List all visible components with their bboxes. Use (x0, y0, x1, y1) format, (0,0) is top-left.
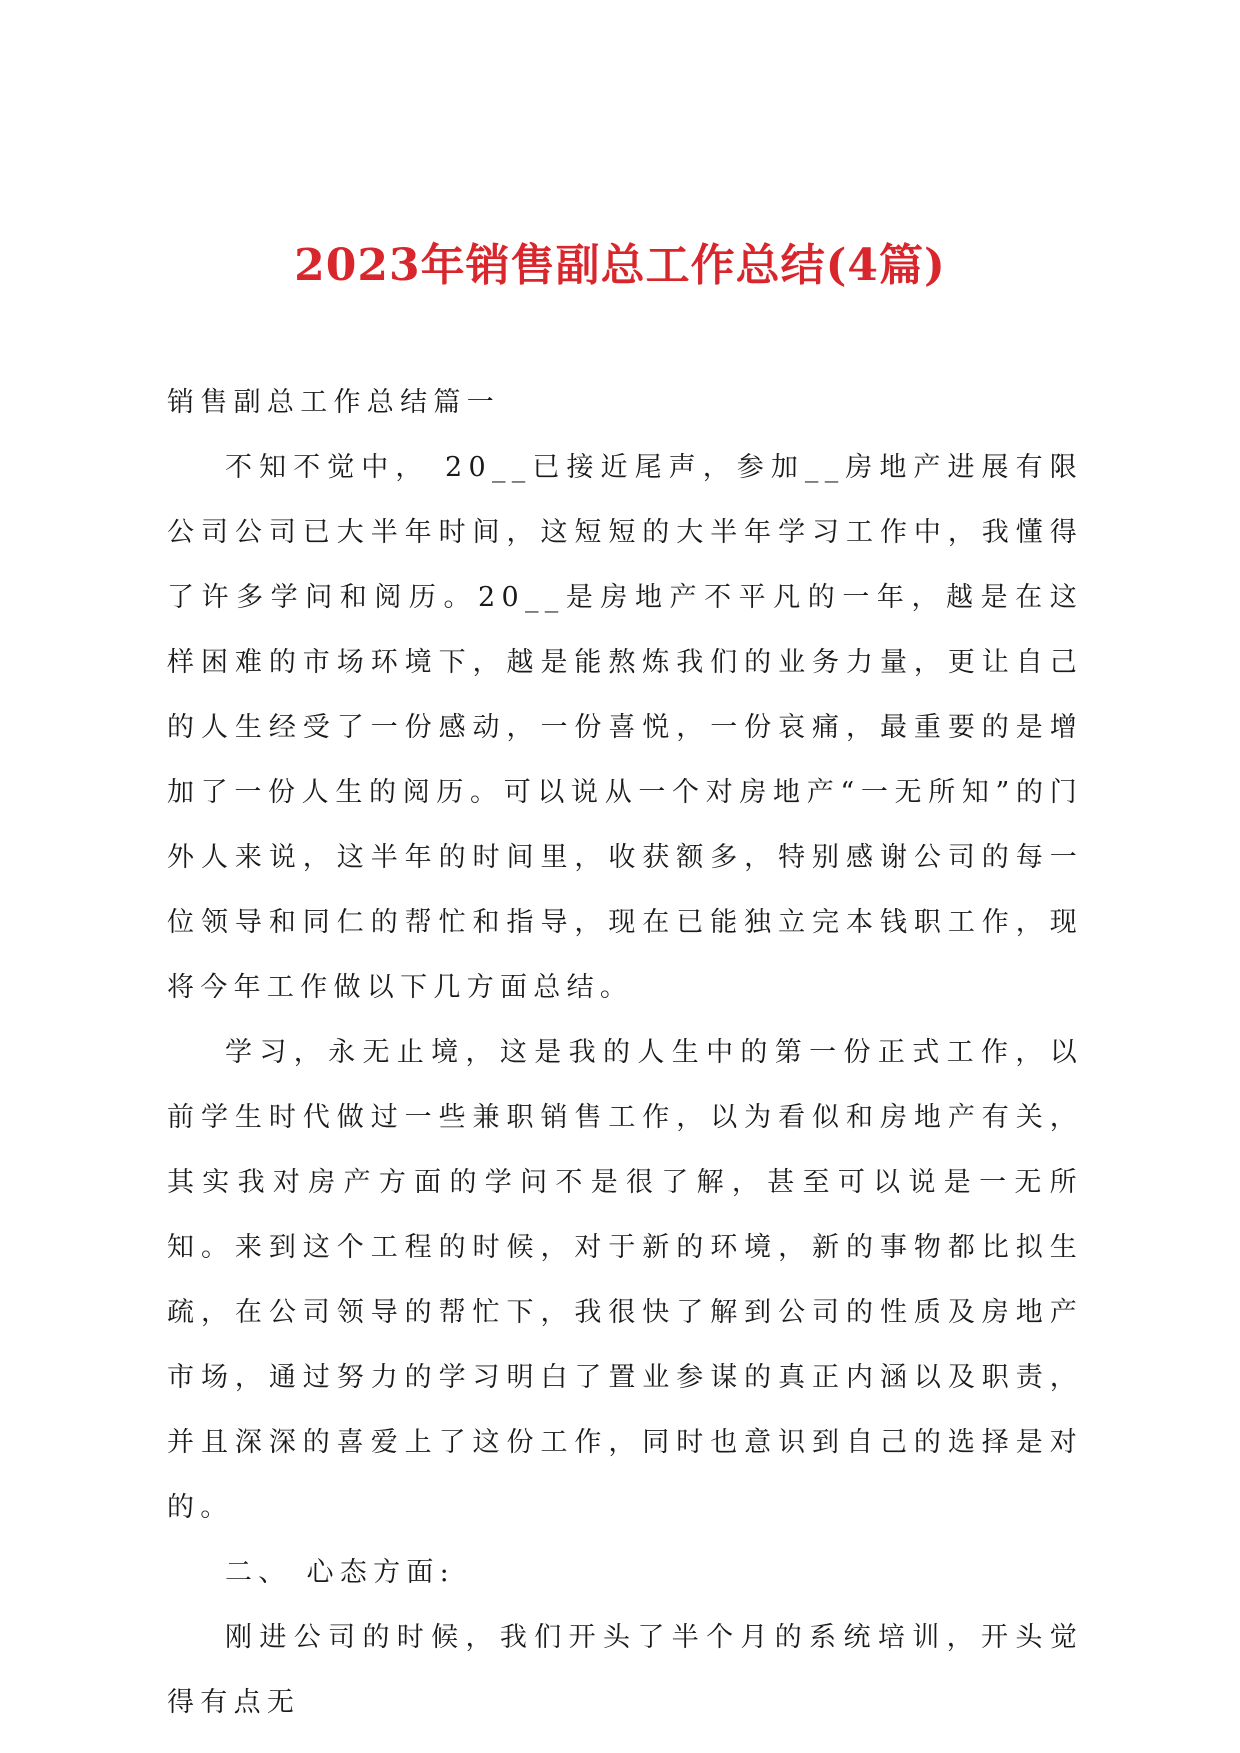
document-title: 2023年销售副总工作总结(4篇) (294, 240, 946, 291)
paragraph: 刚进公司的时候，我们开头了半个月的系统培训，开头觉得有点无 (167, 1622, 1083, 1718)
subsection-heading: 二、 心态方面: (225, 1557, 456, 1588)
document-body (167, 370, 1083, 1735)
paragraph: 学习，永无止境，这是我的人生中的第一份正式工作，以前学生时代做过一些兼职销售工作，以为看似和房地产有关，其实我对房产方面的学问不是很了解，甚至可以说是一无所知。来到这个工程的时候，对于新的环境，新的事物都比拟生疏，在公司领导的帮忙下，我很快了解到公司的性质及房地产市场，通过努力的学习明白了置业参谋的真正内涵以及职责，并且深深的喜爱上了这份工作，同时也意识到自己的选择是对的。 (167, 1037, 1083, 1523)
section-heading: 销售副总工作总结篇一 (167, 387, 500, 418)
paragraph: 不知不觉中， 20__已接近尾声，参加__房地产进展有限公司公司已大半年时间，这短短的大半年学习工作中，我懂得了许多学问和阅历。20__是房地产不平凡的一年，越是在这样困难的市场环境下，越是能熬炼我们的业务力量，更让自己的人生经受了一份感动，一份喜悦，一份哀痛，最重要的是增加了一份人生的阅历。可以说从一个对房地产“一无所知”的门外人来说，这半年的时间里，收获额多，特别感谢公司的每一位领导和同仁的帮忙和指导，现在已能独立完本钱职工作，现将今年工作做以下几方面总结。 (167, 452, 1083, 1003)
